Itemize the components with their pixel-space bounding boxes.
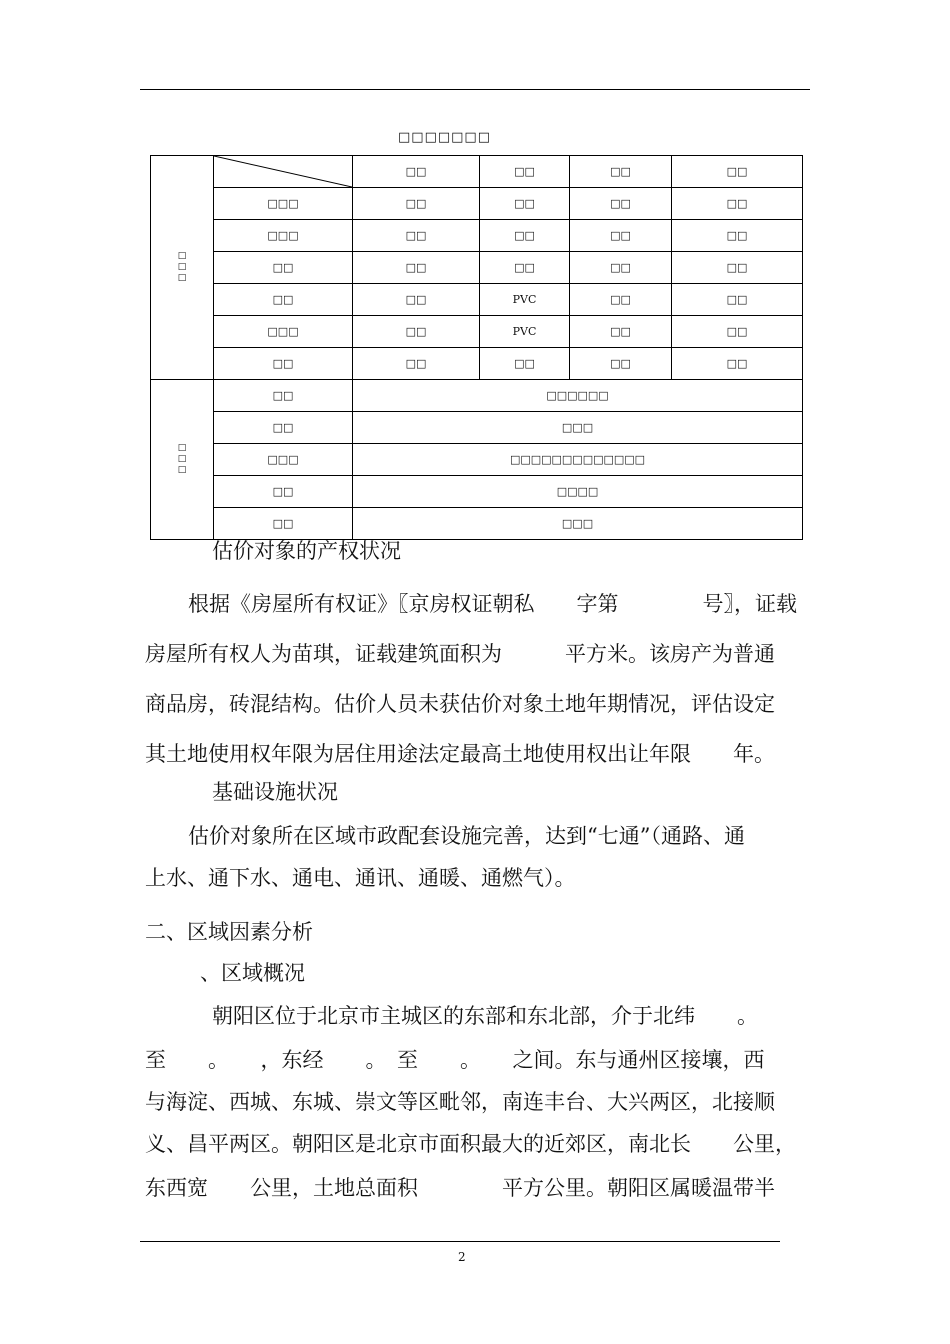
- page-number: 2: [458, 1250, 466, 1264]
- body-line: 根据《房屋所有权证》〖京房权证朝私 字第 号〗，证载: [188, 592, 797, 616]
- table-cell: □□: [353, 284, 480, 316]
- table-cell: □□: [672, 348, 803, 380]
- table-row: [151, 348, 803, 380]
- body-line: 估价对象所在区域市政配套设施完善，达到“七通”（通路、通: [188, 824, 745, 848]
- body-line: 东西宽 公里，土地总面积 平方公里。朝阳区属暖温带半: [145, 1176, 775, 1200]
- body-line: 至 。 ，东经 。 至 。 之间。东与通州区接壤，西: [145, 1048, 765, 1072]
- table-cell: PVC: [480, 316, 570, 348]
- table-row: [151, 444, 803, 476]
- column-header: □□: [672, 156, 803, 188]
- footer-rule: [140, 1241, 780, 1242]
- body-line: 上水、通下水、通电、通讯、通暖、通燃气）。: [145, 866, 576, 890]
- table-cell: □□□□□□: [353, 380, 803, 412]
- row-label: □□□: [214, 220, 353, 252]
- body-line: 朝阳区位于北京市主城区的东部和东北部，介于北纬 。: [212, 1004, 758, 1028]
- row-label: □□: [214, 252, 353, 284]
- section-heading-regional-factors: 二、区域因素分析: [145, 920, 313, 944]
- table-cell: □□: [570, 284, 672, 316]
- table-cell: □□□: [353, 412, 803, 444]
- table-cell: □□: [353, 316, 480, 348]
- row-label: □□: [214, 508, 353, 540]
- table-cell: □□: [672, 188, 803, 220]
- body-line: 其土地使用权年限为居住用途法定最高土地使用权出让年限 年。: [145, 742, 775, 766]
- table-cell: □□: [570, 220, 672, 252]
- table-cell: □□: [480, 252, 570, 284]
- row-label: □□: [214, 412, 353, 444]
- row-label: □□: [214, 380, 353, 412]
- table-cell: □□: [672, 220, 803, 252]
- row-label: □□□: [214, 444, 353, 476]
- table-cell: □□: [672, 316, 803, 348]
- table-cell: □□: [480, 220, 570, 252]
- table-row: [151, 476, 803, 508]
- row-label: □□: [214, 284, 353, 316]
- decoration-table: [150, 155, 803, 540]
- table-row: [151, 380, 803, 412]
- table-cell: □□: [672, 252, 803, 284]
- row-label: □□□: [214, 316, 353, 348]
- group-label-1: □ □ □: [151, 156, 214, 380]
- table-row: [151, 316, 803, 348]
- group-label-2: □ □ □: [151, 380, 214, 540]
- table-cell: □□: [353, 220, 480, 252]
- diagonal-header-cell: [214, 156, 353, 188]
- table-cell: □□: [480, 188, 570, 220]
- table-cell: □□: [570, 252, 672, 284]
- table-cell: PVC: [480, 284, 570, 316]
- table-row: [151, 188, 803, 220]
- header-rule: [140, 89, 810, 90]
- table-row: [151, 284, 803, 316]
- body-line: 与海淀、西城、东城、崇文等区毗邻，南连丰台、大兴两区，北接顺: [145, 1090, 775, 1114]
- row-label: □□: [214, 476, 353, 508]
- table-cell: □□: [353, 188, 480, 220]
- table-cell: □□□□: [353, 476, 803, 508]
- table-cell: □□□: [353, 508, 803, 540]
- table-cell: □□: [480, 348, 570, 380]
- column-header: □□: [480, 156, 570, 188]
- subheading-regional-overview: 、区域概况: [200, 961, 305, 985]
- body-line: 义、昌平两区。朝阳区是北京市面积最大的近郊区，南北长 公里，: [145, 1132, 796, 1156]
- row-label: □□: [214, 348, 353, 380]
- table-cell: □□: [570, 188, 672, 220]
- row-label: □□□: [214, 188, 353, 220]
- column-header: □□: [570, 156, 672, 188]
- body-line: 房屋所有权人为苗琪，证载建筑面积为 平方米。该房产为普通: [145, 642, 775, 666]
- table-cell: □□: [672, 284, 803, 316]
- table-cell: □□: [353, 348, 480, 380]
- table-cell: □□: [570, 348, 672, 380]
- table-row: [151, 412, 803, 444]
- table-cell: □□: [353, 252, 480, 284]
- subheading-property-rights: 估价对象的产权状况: [212, 539, 401, 563]
- subheading-infrastructure: 基础设施状况: [212, 780, 338, 804]
- table-cell: □□□□□□□□□□□□□: [353, 444, 803, 476]
- table-row: [151, 220, 803, 252]
- column-header: □□: [353, 156, 480, 188]
- table-cell: □□: [570, 316, 672, 348]
- table-title: □□□□□□□: [398, 130, 491, 145]
- body-line: 商品房，砖混结构。估价人员未获估价对象土地年期情况，评估设定: [145, 692, 775, 716]
- table-row: [151, 252, 803, 284]
